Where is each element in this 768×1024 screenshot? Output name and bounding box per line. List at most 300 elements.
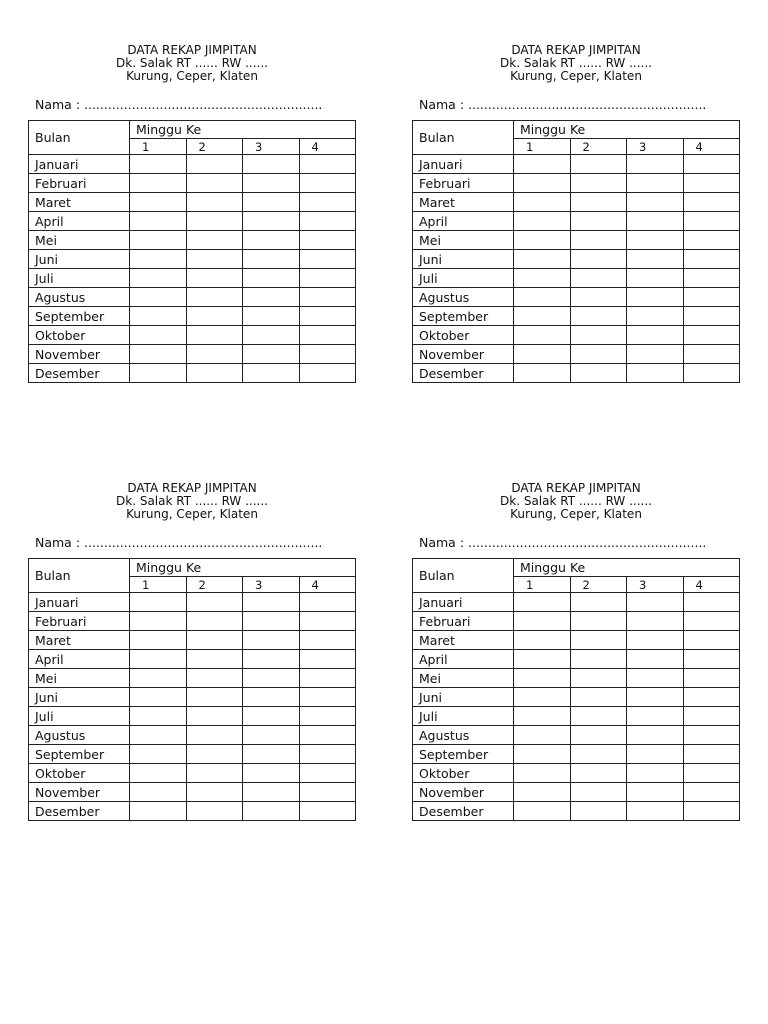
week-cell: [243, 593, 300, 612]
week-cell: [130, 593, 187, 612]
week-cell: [299, 593, 356, 612]
week-cell: [186, 307, 243, 326]
month-label: Oktober: [413, 764, 514, 783]
month-label: Desember: [29, 364, 130, 383]
week-cell: [186, 269, 243, 288]
form-region: Kurung, Ceper, Klaten: [126, 69, 258, 83]
week-cell: [243, 193, 300, 212]
month-row: [413, 250, 740, 269]
week-header: 2: [186, 139, 243, 155]
week-cell: [627, 345, 684, 364]
month-row: [29, 155, 356, 174]
month-row: [413, 726, 740, 745]
week-cell: [627, 802, 684, 821]
week-cell: [299, 726, 356, 745]
week-cell: [186, 212, 243, 231]
rekap-table: [28, 558, 356, 821]
month-label: Oktober: [413, 326, 514, 345]
minggu-header: Minggu Ke: [130, 559, 356, 577]
week-cell: [299, 688, 356, 707]
rekap-table: [28, 120, 356, 383]
week-cell: [683, 593, 740, 612]
week-cell: [130, 745, 187, 764]
week-cell: [130, 364, 187, 383]
week-header: 1: [514, 139, 571, 155]
week-cell: [299, 174, 356, 193]
month-row: [413, 593, 740, 612]
week-cell: [243, 326, 300, 345]
month-row: [29, 802, 356, 821]
form-card: [412, 44, 740, 383]
week-cell: [186, 631, 243, 650]
week-header: 3: [243, 577, 300, 593]
form-title: DATA REKAP JIMPITAN: [127, 481, 257, 495]
week-cell: [243, 269, 300, 288]
week-cell: [683, 745, 740, 764]
week-cell: [514, 364, 571, 383]
month-label: Juni: [413, 250, 514, 269]
rekap-table: [412, 120, 740, 383]
form-location: Dk. Salak RT ...... RW ......: [116, 56, 268, 70]
week-cell: [570, 250, 627, 269]
week-cell: [299, 193, 356, 212]
week-cell: [627, 193, 684, 212]
month-row: [29, 631, 356, 650]
week-cell: [186, 174, 243, 193]
week-cell: [570, 174, 627, 193]
week-cell: [130, 326, 187, 345]
week-cell: [514, 726, 571, 745]
month-label: Maret: [29, 193, 130, 212]
form-region: Kurung, Ceper, Klaten: [510, 507, 642, 521]
week-cell: [570, 193, 627, 212]
form-location: Dk. Salak RT ...... RW ......: [116, 494, 268, 508]
week-cell: [186, 669, 243, 688]
week-cell: [186, 193, 243, 212]
week-cell: [243, 231, 300, 250]
month-row: [413, 707, 740, 726]
week-cell: [627, 726, 684, 745]
month-row: [29, 288, 356, 307]
month-row: [413, 783, 740, 802]
month-row: [413, 155, 740, 174]
month-label: September: [413, 745, 514, 764]
week-cell: [299, 155, 356, 174]
month-row: [29, 764, 356, 783]
month-row: [29, 612, 356, 631]
month-label: Januari: [413, 155, 514, 174]
week-cell: [627, 174, 684, 193]
form-title: DATA REKAP JIMPITAN: [127, 43, 257, 57]
minggu-header: Minggu Ke: [130, 121, 356, 139]
week-cell: [186, 764, 243, 783]
month-row: [413, 193, 740, 212]
month-row: [413, 269, 740, 288]
week-cell: [130, 612, 187, 631]
month-row: [29, 745, 356, 764]
week-cell: [683, 345, 740, 364]
week-cell: [299, 326, 356, 345]
form-header: [28, 44, 356, 83]
nama-field: Nama : ............................................................: [419, 535, 707, 550]
week-cell: [130, 231, 187, 250]
month-row: [413, 231, 740, 250]
week-cell: [130, 345, 187, 364]
month-label: Agustus: [29, 726, 130, 745]
week-cell: [683, 631, 740, 650]
week-cell: [683, 669, 740, 688]
nama-field: Nama : ............................................................: [419, 97, 707, 112]
month-row: [29, 193, 356, 212]
week-cell: [514, 631, 571, 650]
month-row: [413, 802, 740, 821]
week-cell: [570, 155, 627, 174]
month-label: Desember: [413, 364, 514, 383]
week-cell: [186, 688, 243, 707]
week-cell: [243, 707, 300, 726]
month-label: Juli: [413, 269, 514, 288]
week-cell: [570, 707, 627, 726]
week-cell: [130, 726, 187, 745]
week-cell: [130, 174, 187, 193]
month-row: [413, 212, 740, 231]
minggu-header: Minggu Ke: [514, 121, 740, 139]
month-label: Maret: [413, 193, 514, 212]
week-cell: [627, 307, 684, 326]
form-card: [412, 482, 740, 821]
week-cell: [570, 612, 627, 631]
week-cell: [570, 764, 627, 783]
week-cell: [570, 269, 627, 288]
week-cell: [514, 650, 571, 669]
week-cell: [683, 269, 740, 288]
week-cell: [243, 688, 300, 707]
month-label: Desember: [413, 802, 514, 821]
week-cell: [243, 364, 300, 383]
week-cell: [514, 783, 571, 802]
week-cell: [130, 764, 187, 783]
week-cell: [186, 707, 243, 726]
week-cell: [627, 631, 684, 650]
week-header: 3: [627, 577, 684, 593]
week-cell: [514, 193, 571, 212]
bulan-header: Bulan: [29, 121, 130, 155]
week-cell: [627, 593, 684, 612]
week-cell: [186, 364, 243, 383]
form-location: Dk. Salak RT ...... RW ......: [500, 56, 652, 70]
week-cell: [514, 174, 571, 193]
week-cell: [570, 364, 627, 383]
week-cell: [130, 650, 187, 669]
week-cell: [514, 269, 571, 288]
month-row: [413, 669, 740, 688]
week-cell: [186, 250, 243, 269]
week-cell: [299, 650, 356, 669]
week-cell: [186, 155, 243, 174]
week-cell: [627, 612, 684, 631]
week-cell: [130, 212, 187, 231]
week-cell: [514, 593, 571, 612]
week-cell: [683, 612, 740, 631]
nama-field: Nama : ............................................................: [35, 97, 323, 112]
week-cell: [130, 155, 187, 174]
week-cell: [627, 288, 684, 307]
month-row: [413, 650, 740, 669]
week-cell: [683, 802, 740, 821]
week-cell: [683, 326, 740, 345]
week-header: 1: [514, 577, 571, 593]
week-cell: [514, 745, 571, 764]
week-cell: [186, 345, 243, 364]
week-cell: [627, 707, 684, 726]
week-cell: [514, 326, 571, 345]
month-row: [29, 650, 356, 669]
week-header: 2: [186, 577, 243, 593]
week-cell: [299, 250, 356, 269]
week-cell: [683, 212, 740, 231]
month-label: Februari: [413, 174, 514, 193]
month-label: November: [29, 345, 130, 364]
week-cell: [514, 155, 571, 174]
week-cell: [683, 174, 740, 193]
week-cell: [627, 212, 684, 231]
month-label: Juli: [29, 269, 130, 288]
month-label: September: [413, 307, 514, 326]
week-header: 3: [627, 139, 684, 155]
week-cell: [514, 802, 571, 821]
month-label: Maret: [29, 631, 130, 650]
week-cell: [299, 612, 356, 631]
minggu-header: Minggu Ke: [514, 559, 740, 577]
week-cell: [683, 231, 740, 250]
week-cell: [570, 688, 627, 707]
month-row: [29, 231, 356, 250]
month-label: Februari: [29, 174, 130, 193]
week-cell: [299, 631, 356, 650]
month-label: Juni: [413, 688, 514, 707]
week-cell: [683, 764, 740, 783]
week-cell: [627, 364, 684, 383]
week-cell: [186, 231, 243, 250]
month-label: Oktober: [29, 326, 130, 345]
week-cell: [570, 326, 627, 345]
week-cell: [683, 250, 740, 269]
week-cell: [130, 688, 187, 707]
week-cell: [683, 155, 740, 174]
week-cell: [570, 212, 627, 231]
week-cell: [299, 669, 356, 688]
week-header: 4: [683, 139, 740, 155]
week-cell: [130, 707, 187, 726]
week-cell: [627, 688, 684, 707]
week-cell: [514, 212, 571, 231]
month-row: [29, 726, 356, 745]
week-cell: [627, 745, 684, 764]
week-cell: [570, 345, 627, 364]
month-row: [413, 307, 740, 326]
week-cell: [570, 631, 627, 650]
week-cell: [514, 250, 571, 269]
week-cell: [243, 174, 300, 193]
week-cell: [627, 764, 684, 783]
week-header: 2: [570, 577, 627, 593]
week-cell: [299, 764, 356, 783]
week-cell: [130, 631, 187, 650]
month-row: [29, 783, 356, 802]
week-header: 3: [243, 139, 300, 155]
month-row: [413, 326, 740, 345]
week-cell: [627, 669, 684, 688]
month-row: [29, 593, 356, 612]
form-region: Kurung, Ceper, Klaten: [510, 69, 642, 83]
week-cell: [627, 326, 684, 345]
week-cell: [299, 364, 356, 383]
week-cell: [683, 726, 740, 745]
week-cell: [683, 288, 740, 307]
week-cell: [299, 707, 356, 726]
week-cell: [299, 212, 356, 231]
month-row: [29, 250, 356, 269]
week-cell: [683, 364, 740, 383]
week-cell: [186, 802, 243, 821]
month-row: [29, 174, 356, 193]
month-row: [413, 612, 740, 631]
month-row: [413, 174, 740, 193]
month-row: [413, 364, 740, 383]
week-cell: [570, 726, 627, 745]
form-title: DATA REKAP JIMPITAN: [511, 481, 641, 495]
week-cell: [299, 345, 356, 364]
form-title: DATA REKAP JIMPITAN: [511, 43, 641, 57]
nama-field: Nama : ............................................................: [35, 535, 323, 550]
month-row: [413, 631, 740, 650]
month-label: Maret: [413, 631, 514, 650]
month-row: [29, 707, 356, 726]
week-cell: [514, 688, 571, 707]
form-header: [412, 482, 740, 521]
month-label: Juli: [413, 707, 514, 726]
week-cell: [186, 650, 243, 669]
month-label: Januari: [29, 593, 130, 612]
week-header: 4: [299, 139, 356, 155]
week-cell: [627, 269, 684, 288]
month-label: Juni: [29, 688, 130, 707]
week-cell: [514, 707, 571, 726]
week-cell: [299, 783, 356, 802]
month-label: Juli: [29, 707, 130, 726]
week-cell: [130, 288, 187, 307]
week-cell: [514, 612, 571, 631]
form-header: [28, 482, 356, 521]
week-cell: [299, 307, 356, 326]
week-cell: [130, 250, 187, 269]
week-cell: [130, 783, 187, 802]
week-cell: [243, 155, 300, 174]
week-cell: [130, 802, 187, 821]
week-cell: [683, 307, 740, 326]
month-label: April: [29, 212, 130, 231]
week-cell: [514, 764, 571, 783]
week-cell: [186, 783, 243, 802]
month-label: Februari: [29, 612, 130, 631]
month-label: April: [413, 212, 514, 231]
week-cell: [299, 269, 356, 288]
week-cell: [683, 783, 740, 802]
form-header: [412, 44, 740, 83]
form-card: [28, 44, 356, 383]
form-region: Kurung, Ceper, Klaten: [126, 507, 258, 521]
week-cell: [243, 764, 300, 783]
week-cell: [570, 593, 627, 612]
week-cell: [243, 802, 300, 821]
week-cell: [514, 288, 571, 307]
month-label: November: [413, 783, 514, 802]
month-row: [29, 269, 356, 288]
week-cell: [243, 288, 300, 307]
form-location: Dk. Salak RT ...... RW ......: [500, 494, 652, 508]
week-header: 4: [299, 577, 356, 593]
month-label: April: [413, 650, 514, 669]
month-label: April: [29, 650, 130, 669]
bulan-header: Bulan: [413, 559, 514, 593]
week-cell: [243, 307, 300, 326]
month-label: November: [29, 783, 130, 802]
form-card: [28, 482, 356, 821]
week-cell: [570, 288, 627, 307]
week-cell: [243, 783, 300, 802]
month-label: Agustus: [29, 288, 130, 307]
week-cell: [299, 745, 356, 764]
week-cell: [514, 231, 571, 250]
month-label: Agustus: [413, 288, 514, 307]
week-cell: [570, 650, 627, 669]
month-row: [29, 307, 356, 326]
bulan-header: Bulan: [29, 559, 130, 593]
month-label: November: [413, 345, 514, 364]
week-cell: [570, 669, 627, 688]
week-cell: [299, 802, 356, 821]
week-cell: [570, 745, 627, 764]
week-cell: [570, 231, 627, 250]
month-row: [29, 345, 356, 364]
week-cell: [130, 669, 187, 688]
week-cell: [186, 288, 243, 307]
week-cell: [243, 745, 300, 764]
month-label: Februari: [413, 612, 514, 631]
week-cell: [186, 612, 243, 631]
week-cell: [627, 650, 684, 669]
week-header: 2: [570, 139, 627, 155]
week-cell: [243, 212, 300, 231]
bulan-header: Bulan: [413, 121, 514, 155]
week-cell: [130, 193, 187, 212]
week-cell: [130, 307, 187, 326]
week-cell: [514, 307, 571, 326]
month-row: [413, 745, 740, 764]
month-row: [29, 326, 356, 345]
month-label: Mei: [413, 231, 514, 250]
week-cell: [683, 650, 740, 669]
month-label: Mei: [29, 669, 130, 688]
month-label: Juni: [29, 250, 130, 269]
week-cell: [683, 193, 740, 212]
month-label: September: [29, 307, 130, 326]
week-cell: [570, 307, 627, 326]
week-cell: [243, 345, 300, 364]
week-cell: [243, 631, 300, 650]
month-row: [29, 364, 356, 383]
week-cell: [514, 345, 571, 364]
